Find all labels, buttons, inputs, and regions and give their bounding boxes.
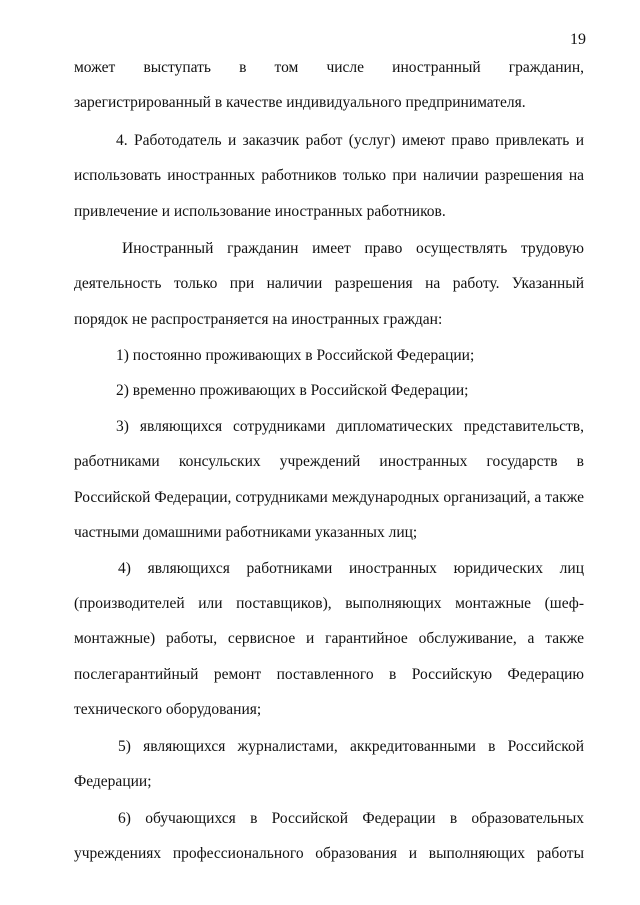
text-line-1: может выступать в том числе иностранный гражданин, [74, 59, 584, 76]
text-line-6: Иностранный гражданин имеет право осуществлять трудовую [122, 240, 584, 257]
text-line-16: (производителей или поставщиков), выполняющих монтажные (шеф- [74, 595, 584, 612]
text-line-2: зарегистрированный в качестве индивидуального предпринимателя. [74, 94, 526, 111]
text-line-4: использовать иностранных работников только при наличии разрешения на [74, 167, 584, 184]
text-line-10: 2) временно проживающих в Российской Федерации; [116, 382, 469, 399]
text-line-12: работниками консульских учреждений иностранных государств в [74, 453, 584, 470]
text-line-9: 1) постоянно проживающих в Российской Федерации; [116, 347, 475, 364]
text-line-19: технического оборудования; [74, 701, 262, 718]
text-line-11: 3) являющихся сотрудниками дипломатических представительств, [116, 418, 584, 435]
text-line-17: монтажные) работы, сервисное и гарантийное обслуживание, а также [74, 630, 584, 647]
text-line-15: 4) являющихся работниками иностранных юридических лиц [118, 560, 584, 577]
text-line-23: учреждениях профессионального образования и выполняющих работы [74, 845, 584, 862]
text-line-21: Федерации; [74, 773, 152, 790]
text-line-7: деятельность только при наличии разрешения на работу. Указанный [74, 275, 584, 292]
page-number: 19 [570, 31, 586, 48]
text-line-5: привлечение и использование иностранных работников. [74, 203, 446, 220]
text-line-20: 5) являющихся журналистами, аккредитованными в Российской [118, 738, 584, 755]
text-line-3: 4. Работодатель и заказчик работ (услуг) имеют право привлекать и [116, 132, 584, 149]
text-line-13: Российской Федерации, сотрудниками международных организаций, а также [74, 489, 584, 506]
text-line-22: 6) обучающихся в Российской Федерации в образовательных [118, 810, 584, 827]
text-line-14: частными домашними работниками указанных лиц; [74, 524, 418, 541]
text-line-8: порядок не распространяется на иностранных граждан: [74, 311, 443, 328]
text-line-18: послегарантийный ремонт поставленного в Российскую Федерацию [74, 666, 584, 683]
